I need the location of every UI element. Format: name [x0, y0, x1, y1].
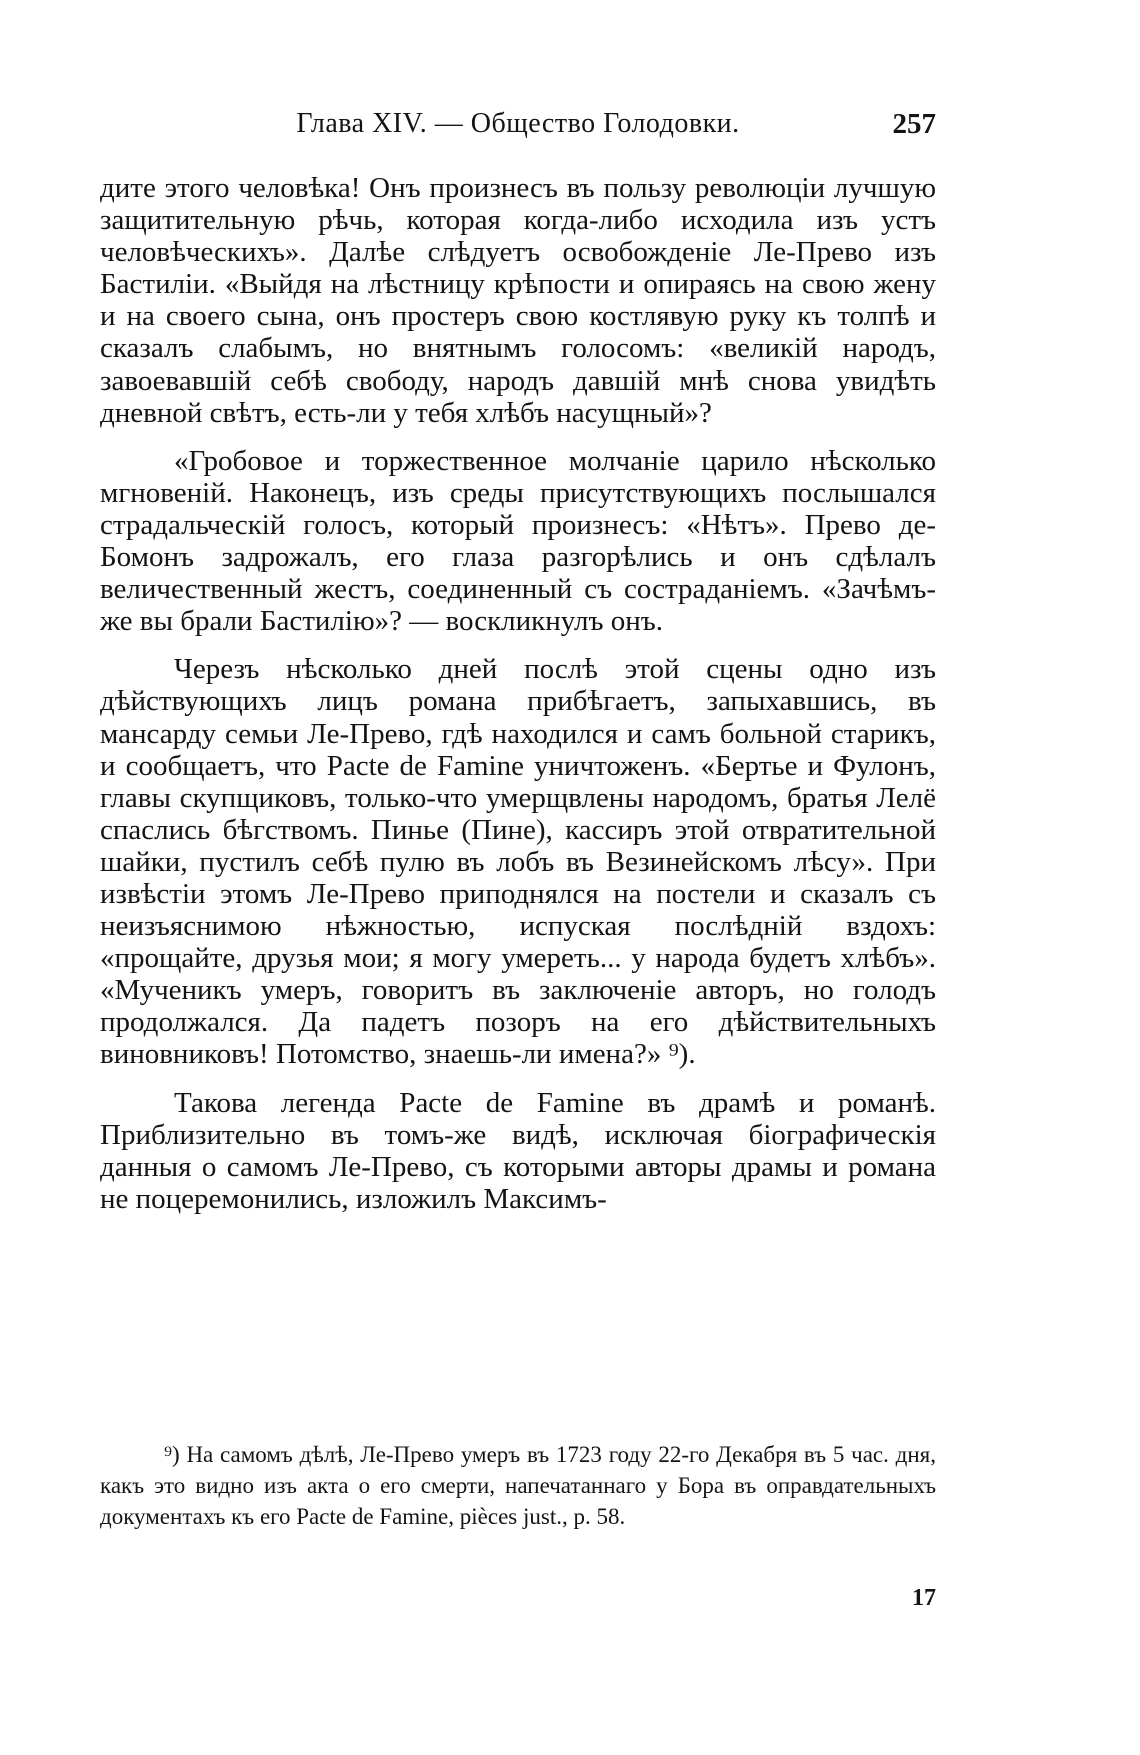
paragraph: Такова легенда Pacte de Famine въ драмѣ и романѣ. Приблизительно въ томъ-же видѣ, исключая біографическія данныя о самомъ Ле-Прево, съ которыми авторы драмы и романа не поцеремонились, изложилъ Максимъ- [100, 1086, 936, 1215]
paragraph: Черезъ нѣсколько дней послѣ этой сцены одно изъ дѣйствующихъ лицъ романа прибѣгаетъ, запыхавшись, въ мансарду семьи Ле-Прево, гдѣ находился и самъ больной старикъ, и сообщаетъ, что Pacte de Famine уничтоженъ. «Бертье и Фулонъ, главы скупщиковъ, только-что умерщвлены народомъ, братья Лелё спаслись бѣгствомъ. Пинье (Пине), кассиръ этой отвратительной шайки, пустилъ себѣ пулю въ лобъ въ Везинейскомъ лѣсу». При извѣстіи этомъ Ле-Прево приподнялся на постели и сказалъ съ неизъяснимою нѣжностью, испуская послѣдній вздохъ: «прощайте, друзья мои; я могу умереть... у народа будетъ хлѣбъ». «Мученикъ умеръ, говоритъ въ заключеніе авторъ, но голодъ продолжался. Да падетъ позоръ на его дѣйствительныхъ виновниковъ! Потомство, знаешь-ли имена?» ⁹). [100, 653, 936, 1071]
paragraph: «Гробовое и торжественное молчаніе царило нѣсколько мгновеній. Наконецъ, изъ среды присутствующихъ послышался страдальческій голосъ, который произнесъ: «Нѣтъ». Прево де-Бомонъ задрожалъ, его глаза разгорѣлись и онъ сдѣлалъ величественный жестъ, соединенный съ состраданіемъ. «Зачѣмъ-же вы брали Бастилію»? — воскликнулъ онъ. [100, 444, 936, 638]
page-number: 257 [892, 108, 936, 140]
footnote: ⁹) На самомъ дѣлѣ, Ле-Прево умеръ въ 1723 году 22-го Декабря въ 5 час. дня, какъ это видно изъ акта о его смерти, напечатаннаго у Бора въ оправдательныхъ документахъ къ его Pacte de Famine, pièces just., p. 58. [100, 1442, 936, 1529]
running-header [100, 108, 936, 148]
signature-mark: 17 [912, 1585, 936, 1611]
chapter-title: Глава XIV. — Общество Голодовки. [296, 108, 740, 139]
main-text [100, 172, 936, 1215]
paragraph: дите этого человѣка! Онъ произнесъ въ пользу революціи лучшую защитительную рѣчь, которая когда-либо исходила изъ устъ человѣческихъ». Далѣе слѣдуетъ освобожденіе Ле-Прево изъ Бастиліи. «Выйдя на лѣстницу крѣпости и опираясь на свою жену и на своего сына, онъ простеръ свою костлявую руку къ толпѣ и сказалъ слабымъ, но внятнымъ голосомъ: «великій народъ, завоевавшій себѣ свободу, народъ давшій мнѣ снова увидѣть дневной свѣтъ, есть-ли у тебя хлѣбъ насущный»? [100, 172, 936, 429]
